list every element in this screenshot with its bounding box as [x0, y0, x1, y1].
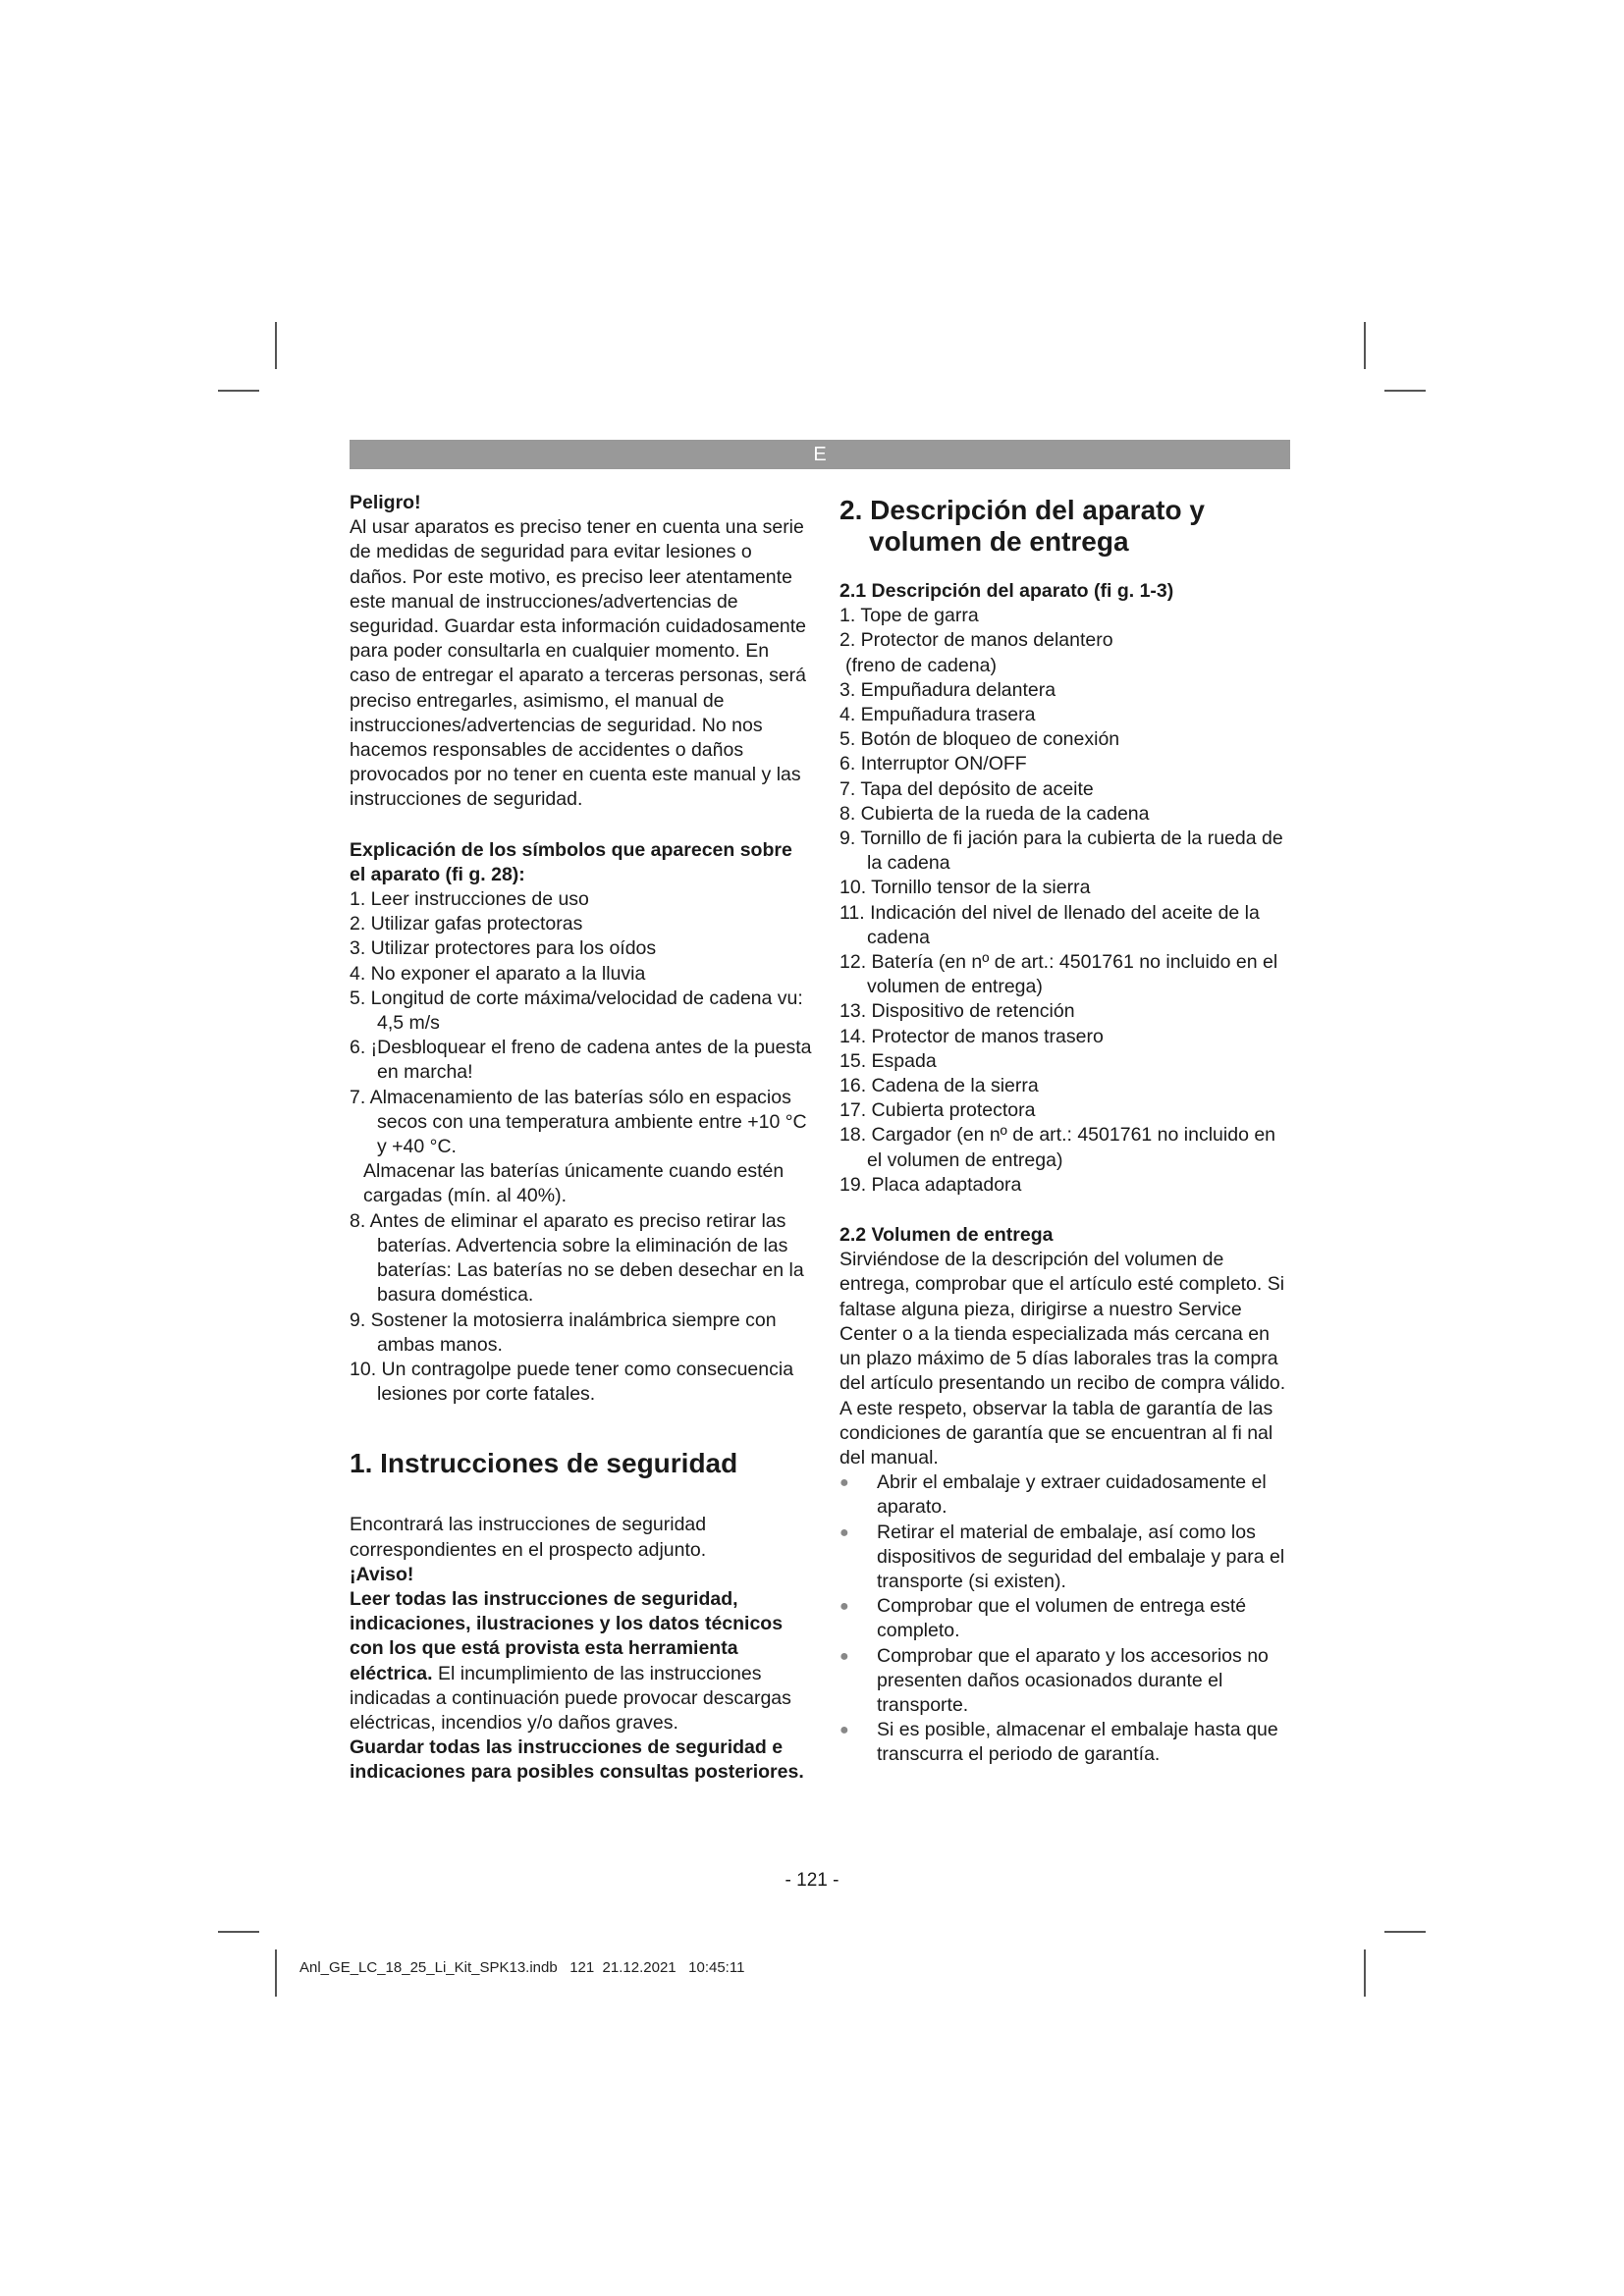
crop-mark-top-right-vertical	[1364, 322, 1366, 369]
list-item: ● Retirar el material de embalaje, así como los dispositivos de seguridad del embalaje y para el transporte (si existen).	[839, 1521, 1285, 1592]
list-item: 2. Utilizar gafas protectoras	[350, 913, 583, 935]
list-item: 7. Tapa del depósito de aceite	[839, 777, 1094, 800]
danger-title: Peligro!	[350, 492, 421, 513]
right-column	[839, 491, 1293, 1768]
list-item: 10. Un contragolpe puede tener como consecuencia lesiones por corte fatales.	[350, 1358, 794, 1406]
list-item: Almacenar las baterías únicamente cuando estén cargadas (mín. al 40%).	[363, 1160, 785, 1207]
section-1-intro: Encontrará las instrucciones de seguridad correspondientes en el prospecto adjunto.	[350, 1514, 707, 1561]
danger-text: Al usar aparatos es preciso tener en cuenta una serie de medidas de seguridad para evitar lesiones o daños. Por este motivo, es preciso leer atentamente este manual de instrucciones/advertencias de seguridad. Guardar esta información cuidadosamente para poder consultarla en cualquier momento. En caso de entregar el aparato a terceras personas, será preciso entregarles, asimismo, el manual de instrucciones/advertencias de seguridad. No nos hacemos responsables de accidentes o daños provocados por no tener en cuenta este manual y las instrucciones de seguridad.	[350, 516, 807, 811]
list-item: 18. Cargador (en nº de art.: 4501761 no incluido en el volumen de entrega)	[839, 1124, 1276, 1171]
crop-mark-top-left-horizontal	[218, 390, 259, 392]
list-item: 7. Almacenamiento de las baterías sólo en espacios secos con una temperatura ambiente entre +10 °C y +40 °C.	[350, 1086, 807, 1158]
symbols-heading: Explicación de los símbolos que aparecen sobre el aparato (fi g. 28):	[350, 838, 792, 885]
list-item: ● Si es posible, almacenar el embalaje hasta que transcurra el periodo de garantía.	[839, 1719, 1278, 1766]
crop-mark-bottom-left-horizontal	[218, 1931, 259, 1933]
section-1-title: 1. Instrucciones de seguridad	[350, 1448, 738, 1479]
aviso-bold-text-2: Guardar todas las instrucciones de seguridad e indicaciones para posibles consultas posteriores.	[350, 1736, 804, 1784]
list-item: 13. Dispositivo de retención	[839, 1000, 1075, 1023]
list-item: 6. ¡Desbloquear el freno de cadena antes de la puesta en marcha!	[350, 1037, 812, 1084]
list-item: 2. Protector de manos delantero	[839, 629, 1113, 652]
crop-mark-bottom-left-vertical	[275, 1949, 277, 1997]
list-item: 15. Espada	[839, 1049, 937, 1072]
bullet-icon: ●	[839, 1598, 849, 1616]
bullet-icon: ●	[839, 1474, 849, 1492]
section-2-title-line-1: 2. Descripción del aparato y	[839, 495, 1205, 525]
list-item: 16. Cadena de la sierra	[839, 1075, 1039, 1097]
section-2-title	[839, 495, 1293, 558]
list-item: 9. Sostener la motosierra inalámbrica siempre con ambas manos.	[350, 1308, 777, 1356]
list-item: 5. Botón de bloqueo de conexión	[839, 728, 1120, 751]
list-item: 6. Interruptor ON/OFF	[839, 753, 1027, 775]
left-column	[350, 491, 813, 1786]
list-item: 9. Tornillo de fi jación para la cubierta de la rueda de la cadena	[839, 828, 1283, 875]
list-item: 3. Utilizar protectores para los oídos	[350, 937, 657, 960]
list-item: 12. Batería (en nº de art.: 4501761 no incluido en el volumen de entrega)	[839, 951, 1278, 998]
aviso-title: ¡Aviso!	[350, 1563, 414, 1585]
list-item: 8. Cubierta de la rueda de la cadena	[839, 802, 1150, 825]
list-item: 3. Empuñadura delantera	[839, 678, 1056, 701]
list-item: ● Abrir el embalaje y extraer cuidadosamente el aparato.	[839, 1471, 1267, 1519]
subsection-2-1-heading: 2.1 Descripción del aparato (fi g. 1-3)	[839, 580, 1174, 602]
list-item: (freno de cadena)	[845, 654, 997, 676]
subsection-2-2-text: Sirviéndose de la descripción del volumen de entrega, comprobar que el artículo esté completo. Si faltase alguna pieza, dirigirse a nuestro Service Center o a la tienda especializada más cercana en un plazo máximo de 5 días laborales tras la compra del artículo presentando un recibo de compra válido. A este respeto, observar la tabla de garantía de las condiciones de garantía que se encuentran al fi nal del manual.	[839, 1249, 1286, 1468]
bullet-icon: ●	[839, 1722, 849, 1739]
list-item: 8. Antes de eliminar el aparato es preciso retirar las baterías. Advertencia sobre la eliminación de las baterías: Las baterías no se deben desechar en la basura doméstica.	[350, 1209, 804, 1307]
aviso-bold-text: Leer todas las instrucciones de seguridad, indicaciones, ilustraciones y los datos técnicos con los que está provista esta herramienta eléctrica.	[350, 1587, 784, 1684]
list-item: 4. No exponer el aparato a la lluvia	[350, 962, 646, 985]
list-item: 1. Tope de garra	[839, 605, 979, 627]
list-item: ● Comprobar que el volumen de entrega esté completo.	[839, 1595, 1247, 1642]
symbols-list	[350, 887, 813, 1407]
list-item: 19. Placa adaptadora	[839, 1173, 1022, 1196]
list-item: 10. Tornillo tensor de la sierra	[839, 877, 1091, 899]
checklist	[839, 1470, 1293, 1767]
crop-mark-top-left-vertical	[275, 322, 277, 369]
list-item: 14. Protector de manos trasero	[839, 1025, 1104, 1047]
section-2-title-line-2: volumen de entrega	[869, 526, 1129, 557]
list-item: 4. Empuñadura trasera	[839, 704, 1036, 726]
parts-list	[839, 604, 1293, 1198]
list-item: ● Comprobar que el aparato y los accesorios no presenten daños ocasionados durante el transporte.	[839, 1644, 1269, 1716]
aviso-paragraph	[350, 1587, 813, 1735]
page-number: - 121 -	[785, 1870, 839, 1891]
crop-mark-top-right-horizontal	[1384, 390, 1426, 392]
list-item: 17. Cubierta protectora	[839, 1099, 1036, 1122]
bullet-icon: ●	[839, 1647, 849, 1665]
aviso-normal-text: El incumplimiento de las instrucciones indicadas a continuación puede provocar descargas eléctricas, incendios y/o daños graves.	[350, 1662, 791, 1734]
crop-mark-bottom-right-horizontal	[1384, 1931, 1426, 1933]
bullet-icon: ●	[839, 1523, 849, 1541]
language-tab-label: E	[813, 443, 827, 465]
crop-mark-bottom-right-vertical	[1364, 1949, 1366, 1997]
language-tab-bar	[350, 440, 1290, 469]
list-item: 1. Leer instrucciones de uso	[350, 888, 589, 911]
list-item: 11. Indicación del nivel de llenado del aceite de la cadena	[839, 901, 1260, 948]
print-slug: Anl_GE_LC_18_25_Li_Kit_SPK13.indb 121 21.12.2021 10:45:11	[299, 1959, 745, 1976]
list-item: 5. Longitud de corte máxima/velocidad de cadena vu: 4,5 m/s	[350, 987, 803, 1035]
subsection-2-2-heading: 2.2 Volumen de entrega	[839, 1224, 1054, 1247]
